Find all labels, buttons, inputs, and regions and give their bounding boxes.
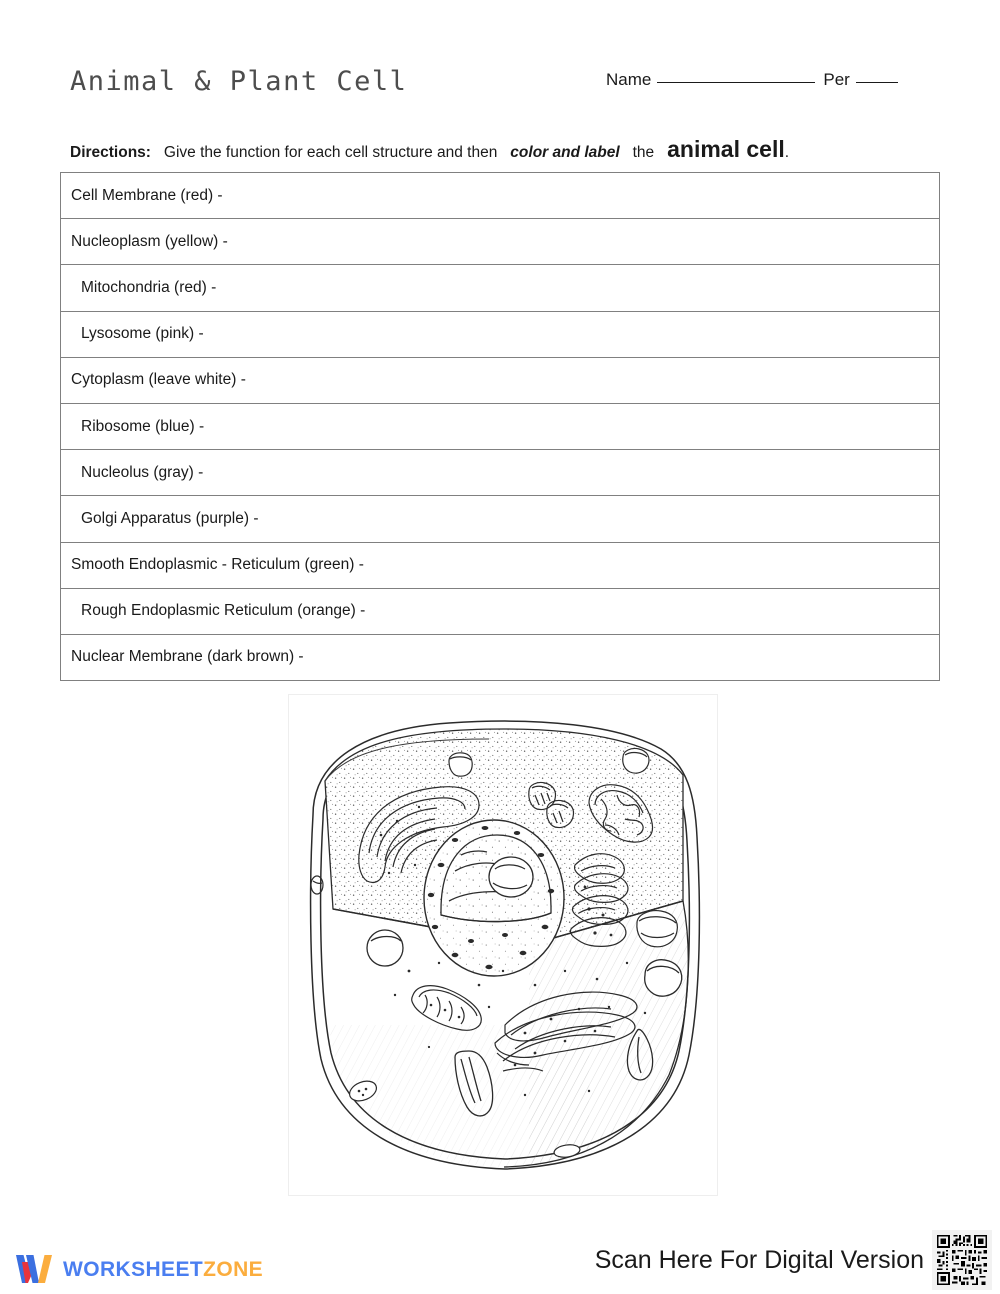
name-and-period-fields [606,70,898,90]
page-footer [0,1214,1000,1294]
scan-instruction-text: Scan Here For Digital Version [594,1245,924,1274]
cell-structure-table [60,172,940,681]
scan-qr-section [595,1230,992,1290]
per-label: Per [823,70,850,89]
table-row [61,311,940,357]
table-row [61,634,940,680]
directions-emphasis: color and label [510,144,620,161]
page-title: Animal & Plant Cell [70,66,408,97]
table-row [61,403,940,449]
cell-structure-prompt[interactable]: Rough Endoplasmic Reticulum (orange) - [61,588,940,634]
worksheetzone-logo[interactable] [14,1252,263,1286]
cell-structure-prompt[interactable]: Golgi Apparatus (purple) - [61,496,940,542]
qr-code-icon[interactable] [932,1230,992,1290]
table-row [61,496,940,542]
cell-structure-prompt[interactable]: Nucleoplasm (yellow) - [61,219,940,265]
page-header [0,0,1000,120]
table-row [61,450,940,496]
table-row [61,265,940,311]
table-row [61,542,940,588]
animal-cell-illustration-svg [289,695,718,1196]
cell-structure-table-body [61,173,940,681]
name-label: Name [606,70,652,89]
cell-structure-prompt[interactable]: Mitochondria (red) - [61,265,940,311]
animal-cell-diagram [288,694,718,1196]
cell-structure-prompt[interactable]: Cell Membrane (red) - [61,173,940,219]
vesicle-top-left [449,753,472,776]
brand-name-zone: ZONE [203,1257,264,1281]
cell-structure-prompt[interactable]: Nuclear Membrane (dark brown) - [61,634,940,680]
cell-structure-prompt[interactable]: Lysosome (pink) - [61,311,940,357]
table-row [61,588,940,634]
period-input-rule[interactable] [856,82,898,83]
worksheetzone-logo-mark [14,1252,54,1286]
brand-name-worksheet: WORKSHEET [63,1257,204,1281]
worksheetzone-wordmark [63,1259,263,1280]
directions-connector: the [632,144,655,161]
directions-strong: animal cell [667,136,785,162]
cell-structure-prompt[interactable]: Cytoplasm (leave white) - [61,357,940,403]
vacuole-right [637,911,678,947]
directions-period: . [784,144,790,161]
name-input-rule[interactable] [657,82,815,83]
lysosome-left [367,930,403,966]
cell-structure-prompt[interactable]: Ribosome (blue) - [61,403,940,449]
nucleolus [489,857,533,897]
table-row [61,357,940,403]
directions-label: Directions: [70,144,151,161]
directions-body: Give the function for each cell structure and then [163,144,498,161]
vesicle-top-right [623,748,649,773]
cell-structure-prompt[interactable]: Smooth Endoplasmic - Reticulum (green) - [61,542,940,588]
lysosome-right [645,960,682,996]
mitochondrion-bottom-left [412,986,482,1031]
table-row [61,219,940,265]
table-row [61,173,940,219]
directions-line [70,137,950,162]
cell-structure-prompt[interactable]: Nucleolus (gray) - [61,450,940,496]
